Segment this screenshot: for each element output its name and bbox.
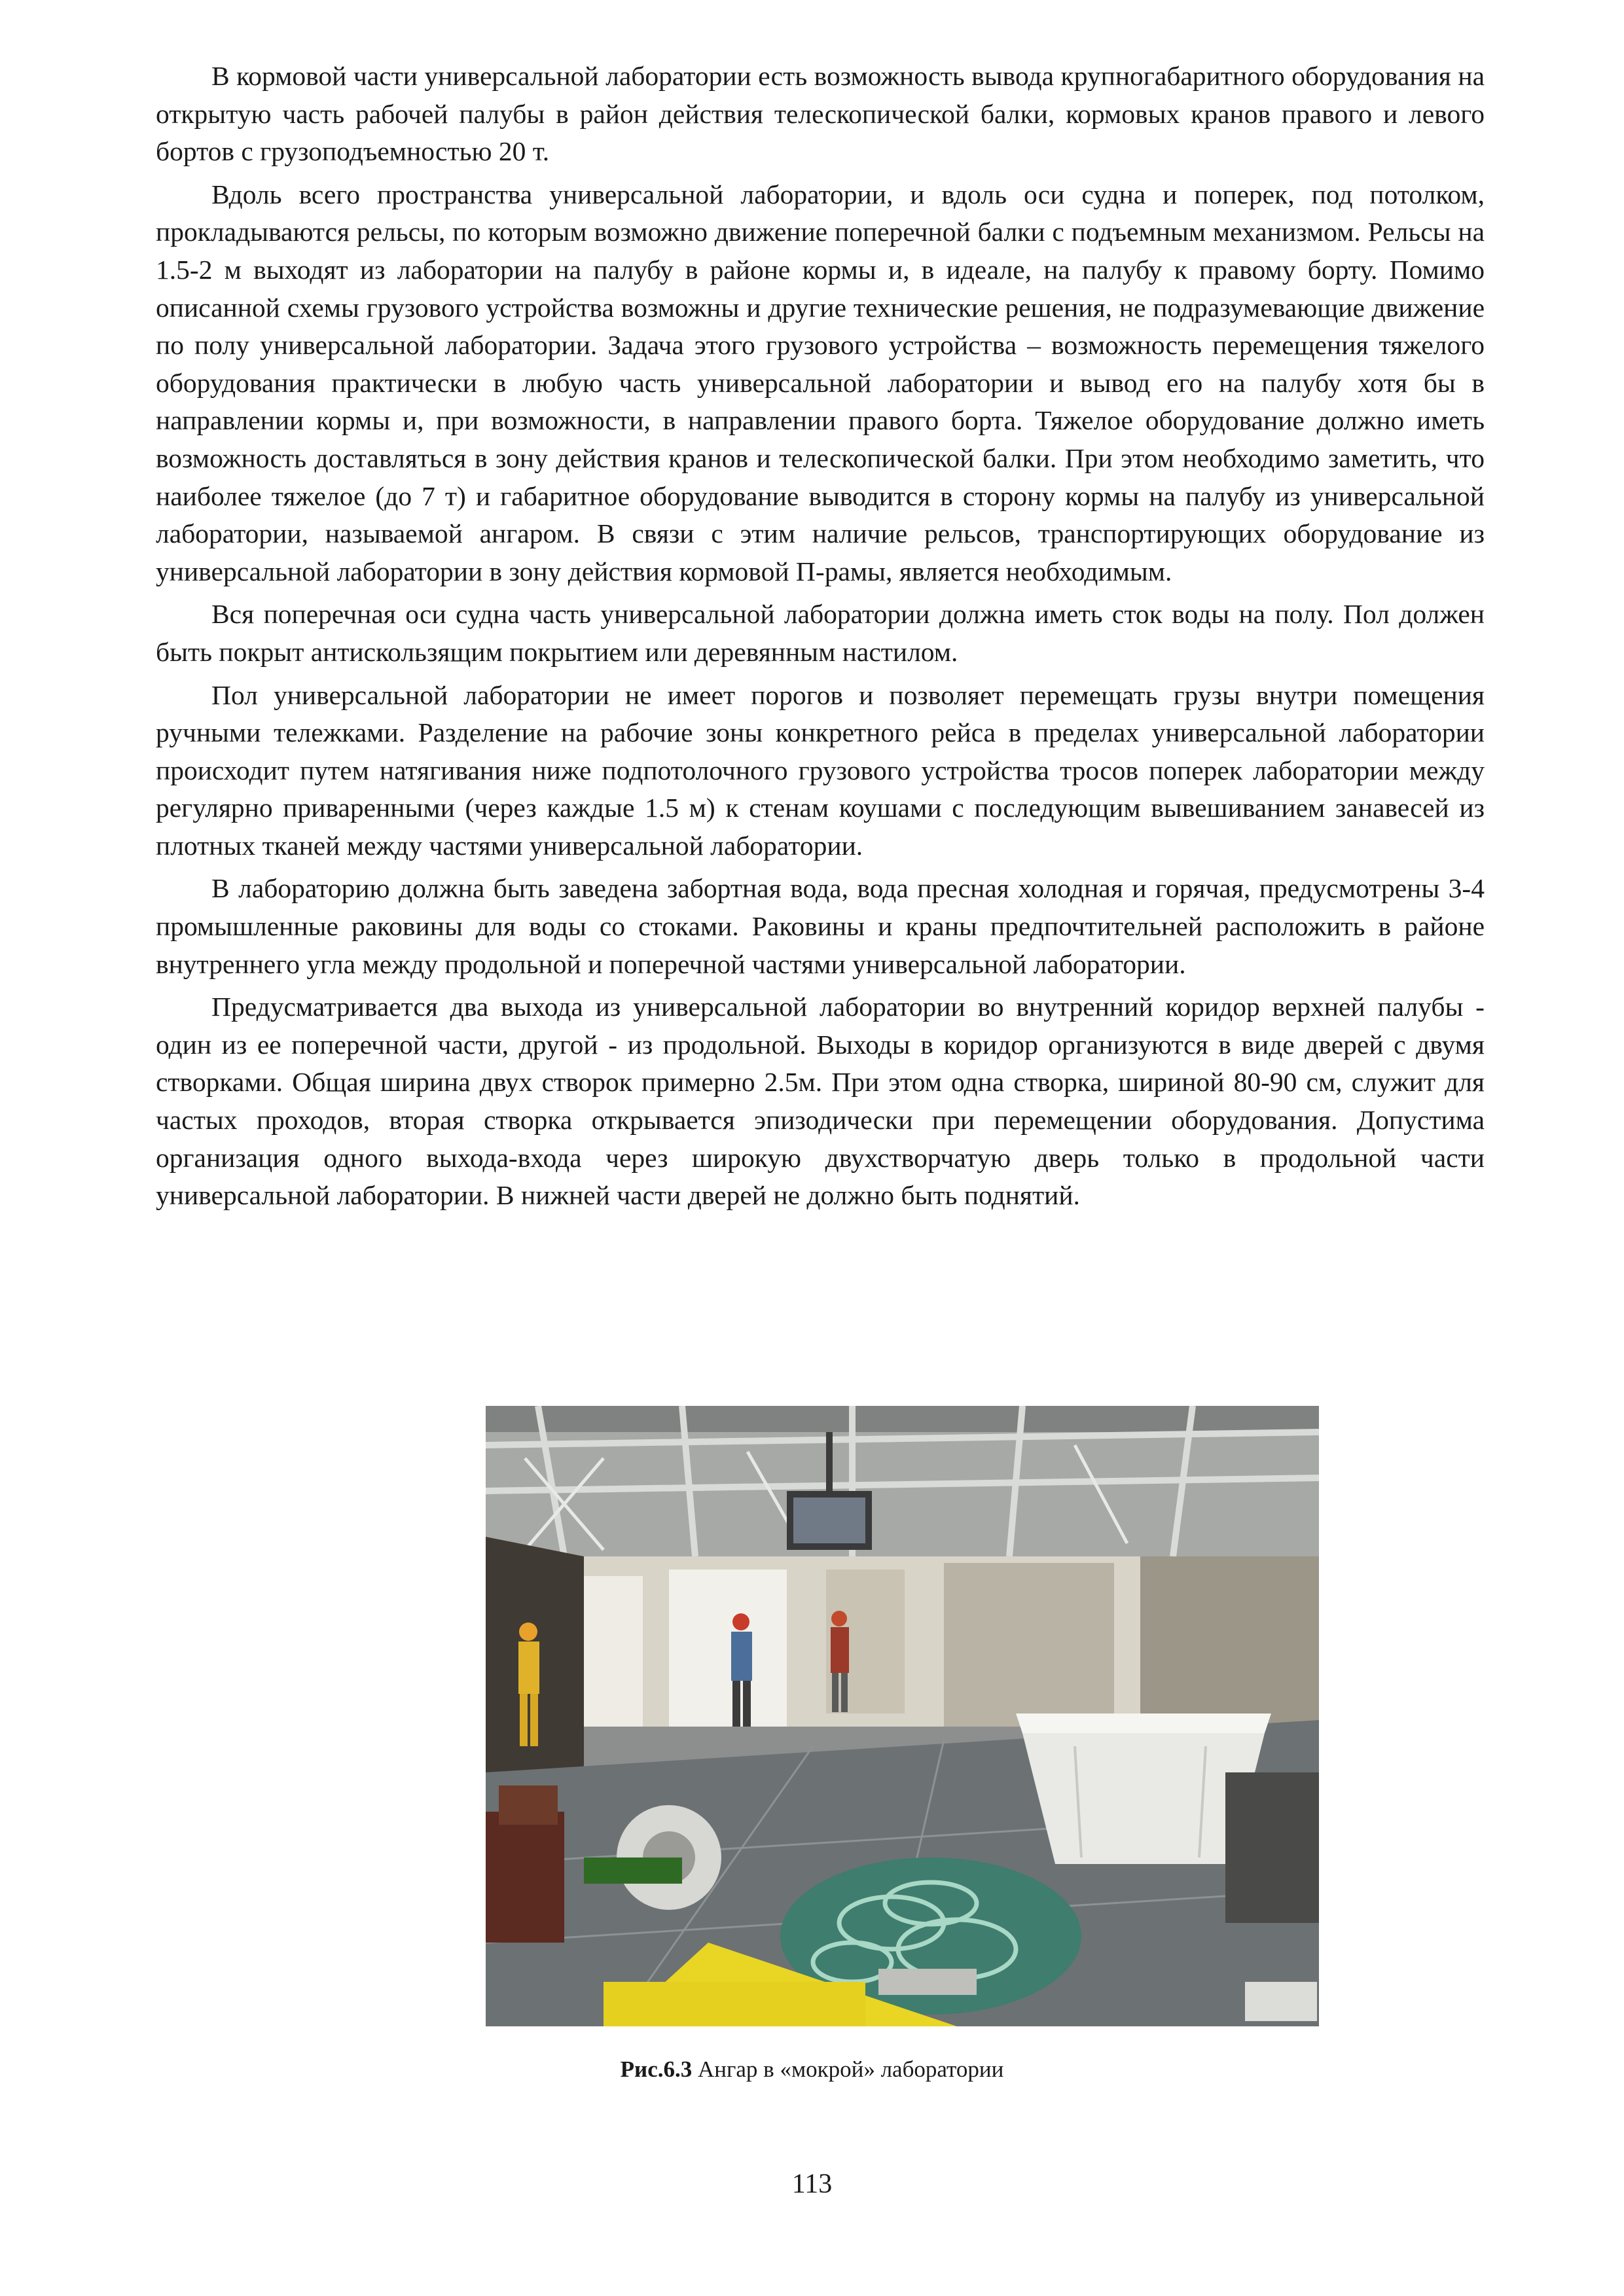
body-text [156,58,1485,1220]
hangar-photo-illustration [486,1406,1319,2026]
paragraph: Предусматривается два выхода из универсальной лаборатории во внутренний коридор верхней палубы - один из ее поперечной части, другой - из продольной. Выходы в коридор организуются в виде дверей с двумя створками. Общая ширина двух створок примерно 2.5м. При этом одна створка, шириной 80-90 см, служит для частых проходов, вторая створка открывается эпизодически при перемещении оборудования. Допустима организация одного выхода-входа через широкую двухстворчатую дверь только в продольной части универсальной лаборатории. В нижней части дверей не должно быть поднятий. [156,992,1485,1211]
hangar-photo [486,1406,1319,2026]
caption-text: Ангар в «мокрой» лаборатории [692,2056,1004,2082]
paragraph: Пол универсальной лаборатории не имеет порогов и позволяет перемещать грузы внутри помещения ручными тележками. Разделение на рабочие зоны конкретного рейса в пределах универсальной лаборатории происходит путем натягивания ниже подпотолочного грузового устройства тросов поперек лаборатории между регулярно приваренными (через каждые 1.5 м) к стенам коушами с последующим вывешиванием занавесей из плотных тканей между частями универсальной лаборатории. [156,679,1485,861]
caption-label: Рис.6.3 [620,2056,693,2082]
paragraph: Вся поперечная оси судна часть универсальной лаборатории должна иметь сток воды на полу. Пол должен быть покрыт антискользящим покрытием или деревянным настилом. [156,599,1485,667]
paragraph: В лабораторию должна быть заведена забортная вода, вода пресная холодная и горячая, предусмотрены 3-4 промышленные раковины для воды со стоками. Раковины и краны предпочтительней расположить в районе внутреннего угла между продольной и поперечной частями универсальной лаборатории. [156,873,1485,979]
page-number: 113 [791,2169,833,2199]
figure-caption [0,2055,1624,2084]
paragraph: В кормовой части универсальной лаборатории есть возможность вывода крупногабаритного оборудования на открытую часть рабочей палубы в район действия телескопической балки, кормовых кранов правого и левого бортов с грузоподъемностью 20 т. [156,61,1485,167]
paragraph: Вдоль всего пространства универсальной лаборатории, и вдоль оси судна и поперек, под потолком, прокладываются рельсы, по которым возможно движение поперечной балки с подъемным механизмом. Рельсы на 1.5-2 м выходят из лаборатории на палубу в районе кормы и, в идеале, на палубу к правому борту. Помимо описанной схемы грузового устройства возможны и другие технические решения, не подразумевающие движение по полу универсальной лаборатории. Задача этого грузового устройства – возможность перемещения тяжелого оборудования практически в любую часть универсальной лаборатории и вывод его на палубу хотя бы в направлении кормы и, при возможности, в направлении правого борта. Тяжелое оборудование должно иметь возможность доставляться в зону действия кранов и телескопической балки. При этом необходимо заметить, что наиболее тяжелое (до 7 т) и габаритное оборудование выводится в сторону кормы на палубу из универсальной лаборатории, называемой ангаром. В связи с этим наличие рельсов, транспортирующих оборудование из универсальной лаборатории в зону действия кормовой П-рамы, является необходимым. [156,179,1485,586]
